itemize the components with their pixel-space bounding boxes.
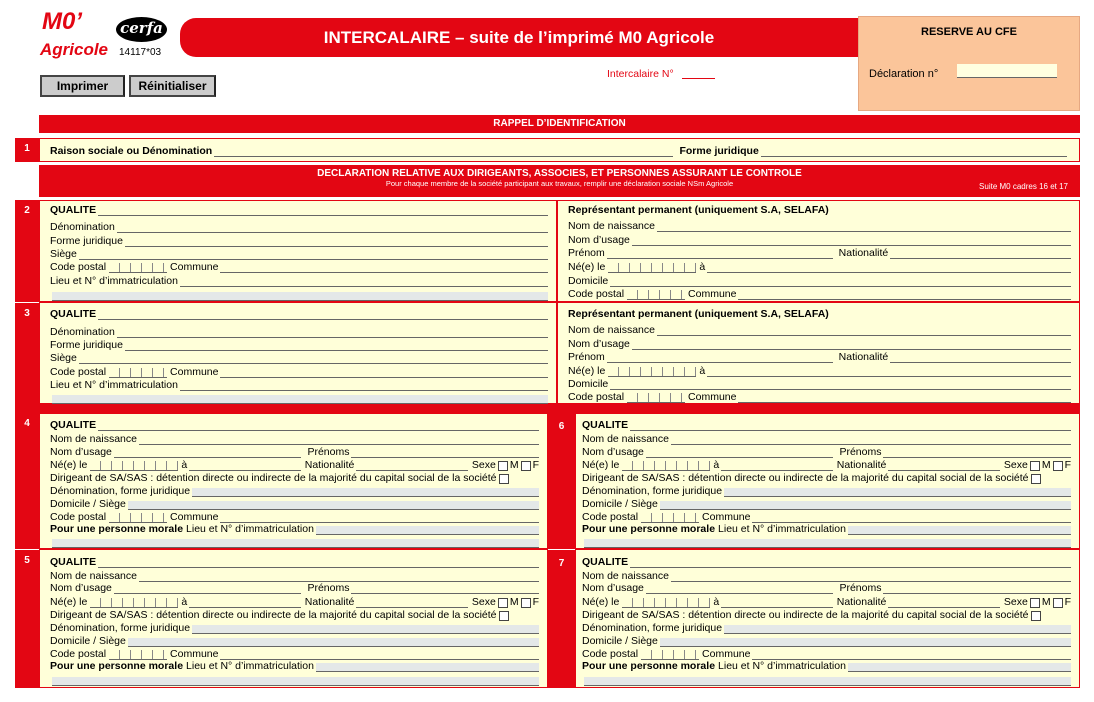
commune-label: Commune [688,288,737,300]
forme-label: Forme juridique [50,235,123,247]
person-panel-5 [39,549,548,688]
domicile-siege-label: Domicile / Siège [582,635,658,647]
denom-forme-label: Dénomination, forme juridique [50,485,191,497]
page-title: INTERCALAIRE – suite de l’imprimé M0 Agricole [180,18,858,57]
a-label: à [713,596,720,608]
lieu-label: Lieu et N° d’immatriculation [50,275,178,287]
dirigeant-checkbox[interactable] [499,611,509,621]
cfe-reserved-box [858,16,1080,111]
domicile-label: Domicile [568,378,609,390]
pm-lieu-field-2[interactable] [52,677,539,686]
prenoms-field[interactable] [883,593,1071,594]
cp-label: Code postal [50,366,107,378]
prenom-field[interactable] [607,362,833,363]
person-panel-4 [39,413,548,549]
forme-label: Forme juridique [50,339,123,351]
company-panel-3 [39,302,557,404]
nom-naissance-label: Nom de naissance [568,220,655,232]
pm-lieu-label: Lieu et N° d’immatriculation [186,523,314,535]
nom-usage-label: Nom d’usage [582,446,644,458]
commune-field[interactable] [220,272,548,273]
company-panel-2 [39,200,557,302]
pm-label: Pour une personne morale [50,523,184,535]
suite-note: Suite M0 cadres 16 et 17 [979,182,1068,191]
nationalite-label: Nationalité [838,247,889,259]
pm-lieu-field[interactable] [848,663,1071,672]
lieu-field[interactable] [180,286,548,287]
forme-field[interactable] [761,156,1067,157]
raison-label: Raison sociale ou Dénomination [50,145,213,157]
person-panel-6 [575,413,1080,549]
denom-forme-label: Dénomination, forme juridique [50,622,191,634]
representative-panel-3 [557,302,1080,404]
pm-lieu-label: Lieu et N° d’immatriculation [718,660,846,672]
rep-label: Représentant permanent (uniquement S.A, SELAFA) [568,204,829,216]
cerfa-logo: cerfa [116,17,167,42]
sexe-m-checkbox[interactable] [498,598,508,608]
qualite-label: QUALITE [582,556,629,568]
pm-lieu-field[interactable] [316,663,539,672]
date-field[interactable] [90,461,178,471]
date-field[interactable] [622,461,710,471]
nom-usage-field[interactable] [646,593,834,594]
lieu-label: Lieu et N° d’immatriculation [50,379,178,391]
sexe-label: Sexe [471,596,496,608]
pm-label: Pour une personne morale [582,523,716,535]
cp-field[interactable] [109,263,167,273]
commune-label: Commune [170,261,219,273]
section-separator [15,404,1080,413]
prenom-field[interactable] [607,258,833,259]
cp-field[interactable] [627,393,685,403]
nom-naissance-field[interactable] [657,335,1071,336]
pm-lieu-field-2[interactable] [52,539,539,548]
reset-button[interactable]: Réinitialiser [129,75,216,97]
sexe-m-checkbox[interactable] [498,461,508,471]
representative-panel-2 [557,200,1080,302]
pm-lieu-field[interactable] [316,526,539,535]
forme-label: Forme juridique [679,145,759,157]
dirigeant-label: Dirigeant de SA/SAS : détention directe ou indirecte de la majorité du capital social de la société [50,472,497,484]
qualite-label: QUALITE [50,419,97,431]
commune-label: Commune [170,366,219,378]
prenoms-label: Prénoms [839,582,882,594]
date-field[interactable] [608,263,696,273]
ne-label: Né(e) le [568,365,606,377]
section-number-3: 3 [15,302,39,404]
section-number-2: 2 [15,200,39,302]
denomination-label: Dénomination [50,221,115,233]
nationalite-label: Nationalité [836,596,887,608]
identification-panel [39,138,1080,162]
domicile-siege-field[interactable] [128,638,539,647]
commune-label: Commune [688,391,737,403]
denom-forme-label: Dénomination, forme juridique [582,622,723,634]
commune-field[interactable] [738,299,1071,300]
prenoms-label: Prénoms [307,446,350,458]
prenoms-label: Prénoms [307,582,350,594]
pm-label: Pour une personne morale [50,660,184,672]
pm-lieu-field[interactable] [848,526,1071,535]
rep-label: Représentant permanent (uniquement S.A, SELAFA) [568,308,829,320]
prenoms-label: Prénoms [839,446,882,458]
denom-forme-field[interactable] [192,625,539,634]
ne-label: Né(e) le [582,459,620,471]
qualite-label: QUALITE [50,308,97,320]
m-label: M [509,596,519,608]
nationalite-field[interactable] [890,362,1071,363]
ne-label: Né(e) le [568,261,606,273]
cerfa-number: 14117*03 [119,47,162,58]
lieu-field-2[interactable] [52,395,548,404]
qualite-field[interactable] [630,567,1071,568]
nationalite-label: Nationalité [836,459,887,471]
nom-naissance-label: Nom de naissance [50,433,137,445]
cfe-title: RESERVE AU CFE [921,26,1017,38]
section-number-5: 5 [15,549,39,688]
person-panel-7 [575,549,1080,688]
denom-forme-field[interactable] [724,488,1071,497]
dirigeant-checkbox[interactable] [1031,611,1041,621]
cp-label: Code postal [50,261,107,273]
prenom-label: Prénom [568,247,605,259]
rappel-banner: RAPPEL D’IDENTIFICATION [39,115,1080,133]
a-label: à [181,459,188,471]
qualite-field[interactable] [630,430,1071,431]
date-field[interactable] [608,367,696,377]
nom-usage-label: Nom d’usage [50,582,112,594]
sexe-label: Sexe [1003,459,1028,471]
commune-field[interactable] [738,402,1071,403]
sexe-f-checkbox[interactable] [521,461,531,471]
dirigeant-checkbox[interactable] [1031,474,1041,484]
siege-label: Siège [50,248,77,260]
cp-label: Code postal [582,648,639,660]
siege-field[interactable] [79,363,548,364]
denomination-field[interactable] [117,232,548,233]
nom-usage-label: Nom d’usage [582,582,644,594]
domicile-siege-label: Domicile / Siège [50,498,126,510]
cp-field[interactable] [627,290,685,300]
domicile-siege-field[interactable] [660,638,1071,647]
commune-label: Commune [170,511,219,523]
intercalaire-number-field[interactable] [682,67,715,79]
logo-agricole: Agricole [40,40,109,59]
nom-usage-label: Nom d’usage [568,234,630,246]
print-button[interactable]: Imprimer [40,75,125,97]
nom-naissance-label: Nom de naissance [50,570,137,582]
sexe-f-checkbox[interactable] [1053,461,1063,471]
dirigeant-label: Dirigeant de SA/SAS : détention directe ou indirecte de la majorité du capital social de la société [582,472,1029,484]
f-label: F [532,459,539,471]
nom-usage-label: Nom d’usage [568,338,630,350]
sexe-label: Sexe [1003,596,1028,608]
commune-label: Commune [170,648,219,660]
denomination-label: Dénomination [50,326,115,338]
section-number-7: 7 [548,549,575,688]
f-label: F [532,596,539,608]
lieu-naissance-field[interactable] [707,272,1071,273]
a-label: à [699,261,706,273]
pm-label: Pour une personne morale [582,660,716,672]
f-label: F [1064,459,1071,471]
dirigeant-label: Dirigeant de SA/SAS : détention directe ou indirecte de la majorité du capital social de la société [582,609,1029,621]
pm-lieu-field-2[interactable] [584,677,1071,686]
dirigeant-label: Dirigeant de SA/SAS : détention directe ou indirecte de la majorité du capital social de la société [50,609,497,621]
lieu-field-2[interactable] [52,292,548,301]
declaration-subtitle: Pour chaque membre de la société participant aux travaux, remplir une déclaration sociale NSm Agricole [385,179,734,188]
cfe-declaration-label: Déclaration n° [869,68,939,80]
domicile-siege-field[interactable] [660,501,1071,510]
cp-label: Code postal [582,511,639,523]
cfe-declaration-field[interactable] [957,64,1057,78]
date-field[interactable] [90,598,178,608]
qualite-field[interactable] [98,430,539,431]
nom-naissance-label: Nom de naissance [582,433,669,445]
section-number-1: 1 [15,138,39,162]
domicile-siege-field[interactable] [128,501,539,510]
logo-m0: M0’ [42,8,83,35]
cp-field[interactable] [109,368,167,378]
nationalite-label: Nationalité [304,459,355,471]
sexe-f-checkbox[interactable] [1053,598,1063,608]
a-label: à [713,459,720,471]
intercalaire-label: Intercalaire N° [607,68,674,80]
pm-lieu-field-2[interactable] [584,539,1071,548]
declaration-banner [39,165,1080,197]
dirigeant-checkbox[interactable] [499,474,509,484]
nationalite-label: Nationalité [304,596,355,608]
denom-forme-label: Dénomination, forme juridique [582,485,723,497]
sexe-m-checkbox[interactable] [1030,598,1040,608]
pm-lieu-label: Lieu et N° d’immatriculation [718,523,846,535]
f-label: F [1064,596,1071,608]
qualite-field[interactable] [98,567,539,568]
nom-naissance-label: Nom de naissance [582,570,669,582]
sexe-f-checkbox[interactable] [521,598,531,608]
qualite-label: QUALITE [50,204,97,216]
nationalite-label: Nationalité [838,351,889,363]
a-label: à [699,365,706,377]
sexe-m-checkbox[interactable] [1030,461,1040,471]
cp-label: Code postal [50,648,107,660]
cp-label: Code postal [568,391,625,403]
pm-lieu-label: Lieu et N° d’immatriculation [186,660,314,672]
nationalite-field[interactable] [890,258,1071,259]
cp-label: Code postal [568,288,625,300]
qualite-label: QUALITE [582,419,629,431]
domicile-label: Domicile [568,275,609,287]
a-label: à [181,596,188,608]
nom-naissance-label: Nom de naissance [568,324,655,336]
qualite-label: QUALITE [50,556,97,568]
ne-label: Né(e) le [50,459,88,471]
nom-naissance-field[interactable] [657,231,1071,232]
prenoms-field[interactable] [351,593,539,594]
section-number-4: 4 [15,413,39,549]
qualite-field[interactable] [98,215,548,216]
prenom-label: Prénom [568,351,605,363]
declaration-title: DECLARATION RELATIVE AUX DIRIGEANTS, ASSOCIES, ET PERSONNES ASSURANT LE CONTROLE [317,168,802,179]
date-field[interactable] [622,598,710,608]
commune-label: Commune [702,511,751,523]
nom-usage-label: Nom d’usage [50,446,112,458]
ne-label: Né(e) le [50,596,88,608]
commune-label: Commune [702,648,751,660]
cp-label: Code postal [50,511,107,523]
denom-forme-field[interactable] [724,625,1071,634]
sexe-label: Sexe [471,459,496,471]
section-number-6: 6 [548,413,575,549]
denom-forme-field[interactable] [192,488,539,497]
domicile-siege-label: Domicile / Siège [50,635,126,647]
ne-label: Né(e) le [582,596,620,608]
nom-usage-field[interactable] [114,593,302,594]
m-label: M [509,459,519,471]
qualite-field[interactable] [98,319,548,320]
domicile-siege-label: Domicile / Siège [582,498,658,510]
m-label: M [1041,596,1051,608]
raison-field[interactable] [214,156,673,157]
m-label: M [1041,459,1051,471]
siege-label: Siège [50,352,77,364]
